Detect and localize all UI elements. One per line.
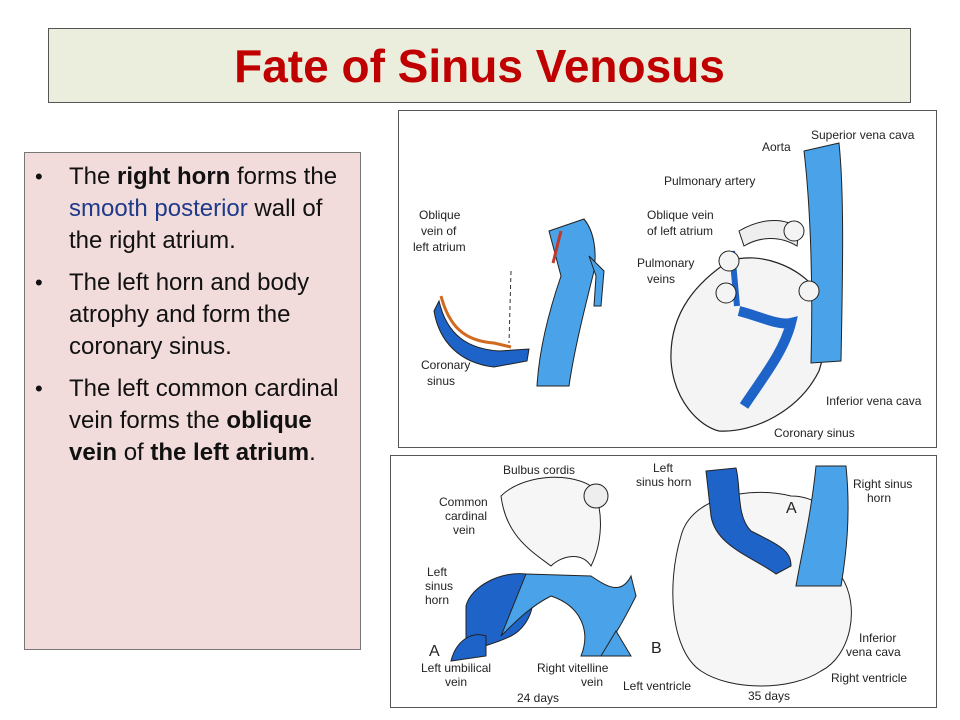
label-A2: A <box>786 500 797 517</box>
label-sinus-horn: sinus horn <box>636 475 692 489</box>
label-left-atrium: left atrium <box>413 240 466 254</box>
bullet-panel <box>24 152 361 650</box>
bullet-2-text: The left horn and body atrophy and form the coronary sinus. <box>69 269 310 360</box>
label-ivc: Inferior vena cava <box>826 394 922 408</box>
label-35-days: 35 days <box>748 689 791 703</box>
label-vein-of: vein of <box>421 224 457 238</box>
bullet-3-bold-a: oblique vein <box>69 407 312 466</box>
heart-posterior-svg <box>399 111 936 447</box>
label-left-ventricle: Left ventricle <box>623 679 692 693</box>
bullet-2 <box>35 267 348 363</box>
slide-title: Fate of Sinus Venosus <box>234 39 725 92</box>
bulbus-opening <box>584 484 608 508</box>
label-vitelline-vein: vein <box>581 675 604 689</box>
bullet-1-text-c: wall of the right atrium. <box>69 195 323 254</box>
label-vein: vein <box>453 523 476 537</box>
label-left: Left <box>427 565 448 579</box>
label-veins: veins <box>647 272 676 286</box>
bullet-3-text-a: The left common cardinal vein forms the <box>69 375 339 434</box>
label-right-ventricle: Right ventricle <box>831 671 908 685</box>
label-sinus: sinus <box>427 374 456 388</box>
bullet-dot: • <box>35 164 43 189</box>
label-coronary: Coronary <box>421 358 471 372</box>
bullet-1-bold: right horn <box>117 163 231 190</box>
label-B: B <box>651 640 662 657</box>
label-inferior: Inferior <box>859 631 897 645</box>
label-oblique-vein: Oblique vein <box>647 208 714 222</box>
pulmonary-vein-2 <box>716 283 736 303</box>
label-sinus2: sinus <box>425 579 454 593</box>
bullet-3 <box>35 373 348 469</box>
pulmonary-vein-4 <box>799 281 819 301</box>
label-bulbus: Bulbus cordis <box>503 463 576 477</box>
label-right-sinus: Right sinus <box>853 477 913 491</box>
label-aorta: Aorta <box>762 140 791 154</box>
pulmonary-vein-1 <box>719 251 739 271</box>
heart-posterior-figure <box>398 110 937 448</box>
label-pulmonary: Pulmonary <box>637 256 695 270</box>
bullet-3-text-b: of <box>117 439 151 466</box>
label-horn: horn <box>425 593 450 607</box>
label-vena-cava: vena cava <box>846 645 901 659</box>
bullet-dot: • <box>35 270 43 295</box>
label-svc: Superior vena cava <box>811 128 915 142</box>
bullet-1 <box>35 161 348 257</box>
label-umbilical-vein: vein <box>445 675 468 689</box>
label-common: Common <box>439 495 488 509</box>
label-of-left-atrium: of left atrium <box>647 224 714 238</box>
label-left2: Left <box>653 461 674 475</box>
bullet-dot: • <box>35 376 43 401</box>
label-pulmonary-artery: Pulmonary artery <box>664 174 756 188</box>
embryo-sinus-svg <box>391 456 936 707</box>
dashed-line <box>509 271 511 343</box>
left-umbilical-vein <box>451 635 486 661</box>
label-cardinal: cardinal <box>445 509 488 523</box>
label-A: A <box>429 643 440 660</box>
label-left-umbilical: Left umbilical <box>421 661 492 675</box>
label-oblique: Oblique <box>419 208 461 222</box>
bullet-1-highlight: smooth posterior <box>69 195 248 222</box>
label-right-vitelline: Right vitelline <box>537 661 609 675</box>
label-horn2: horn <box>867 491 892 505</box>
svc-ivc-shape-small <box>537 219 595 386</box>
title-box <box>48 28 911 103</box>
bullet-3-bold-b: the left atrium <box>150 439 310 466</box>
embryo-sinus-figure <box>390 455 937 708</box>
pulmonary-vein-3 <box>784 221 804 241</box>
bullet-1-text-a: The <box>69 163 118 190</box>
bullet-1-text-b: forms the <box>230 163 338 190</box>
bullet-3-text-c: . <box>309 439 316 466</box>
bullet-list <box>35 161 348 469</box>
label-24-days: 24 days <box>517 691 560 705</box>
label-coronary-sinus: Coronary sinus <box>774 426 855 440</box>
